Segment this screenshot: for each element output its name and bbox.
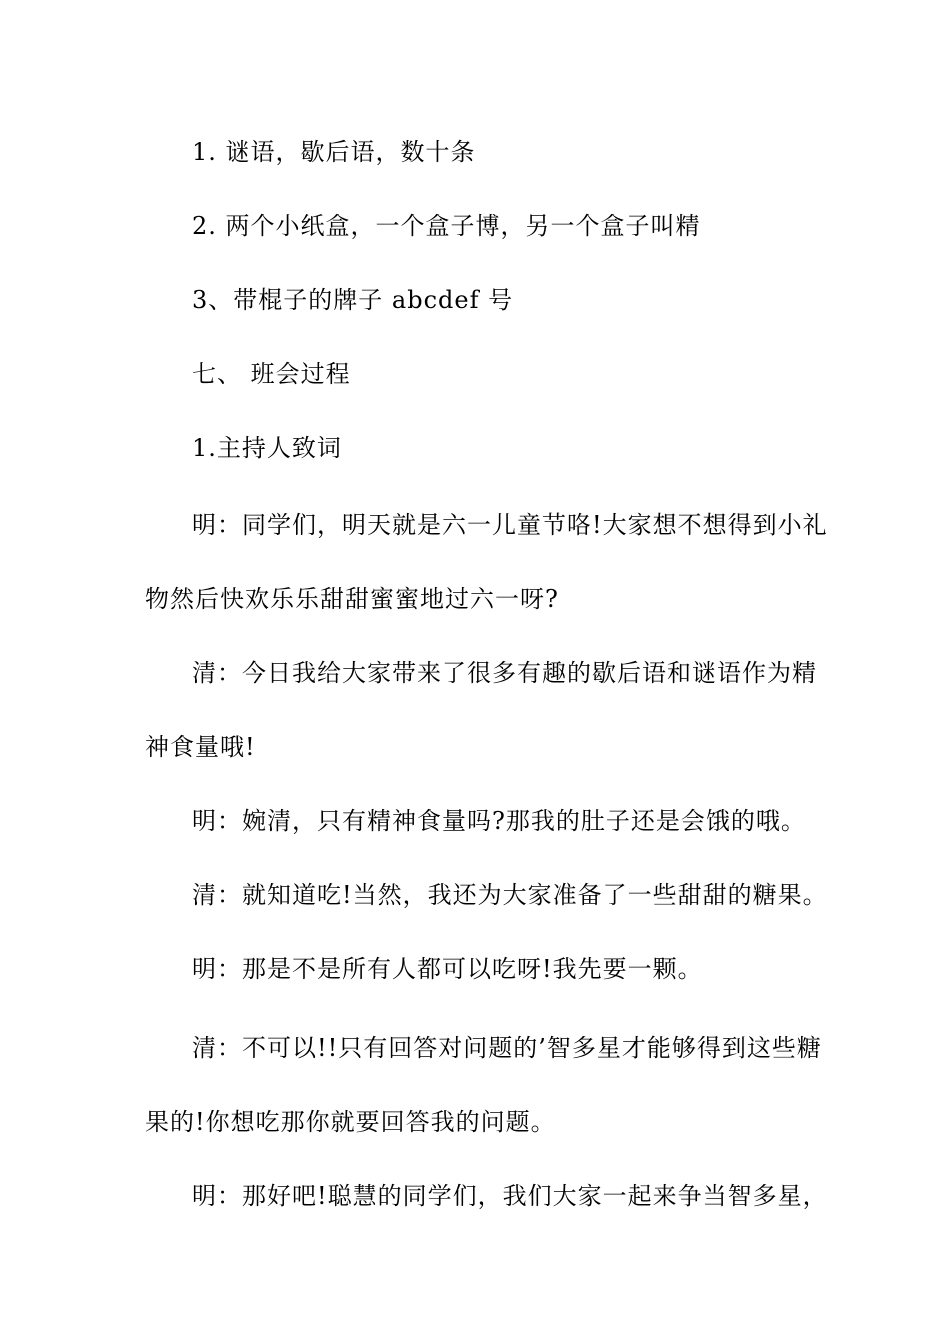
dialogue-line: 清：今日我给大家带来了很多有趣的歇后语和谜语作为精	[192, 659, 817, 687]
list-item-materials-1: 1. 谜语，歇后语，数十条	[192, 138, 476, 166]
dialogue-line: 明：同学们，明天就是六一儿童节咯!大家想不想得到小礼	[192, 511, 828, 539]
dialogue-line-continued: 物然后快欢乐乐甜甜蜜蜜地过六一呀?	[145, 585, 559, 613]
dialogue-line-continued: 神食量哦!	[145, 733, 256, 761]
dialogue-line: 明：婉清，只有精神食量吗?那我的肚子还是会饿的哦。	[192, 807, 806, 835]
dialogue-line-continued: 果的!你想吃那你就要回答我的问题。	[145, 1108, 556, 1136]
subsection-heading: 1.主持人致词	[192, 434, 342, 462]
section-heading: 七、 班会过程	[192, 360, 351, 388]
dialogue-line: 清：就知道吃!当然，我还为大家准备了一些甜甜的糖果。	[192, 881, 828, 909]
dialogue-line: 清：不可以!!只有回答对问题的’智多星才能够得到这些糖	[192, 1034, 822, 1062]
list-item-materials-3: 3、带棍子的牌子 abcdef 号	[192, 286, 514, 314]
dialogue-line: 明：那好吧!聪慧的同学们，我们大家一起来争当智多星，	[192, 1182, 828, 1210]
dialogue-line: 明：那是不是所有人都可以吃呀!我先要一颗。	[192, 955, 703, 983]
list-item-materials-2: 2. 两个小纸盒，一个盒子博，另一个盒子叫精	[192, 212, 701, 240]
